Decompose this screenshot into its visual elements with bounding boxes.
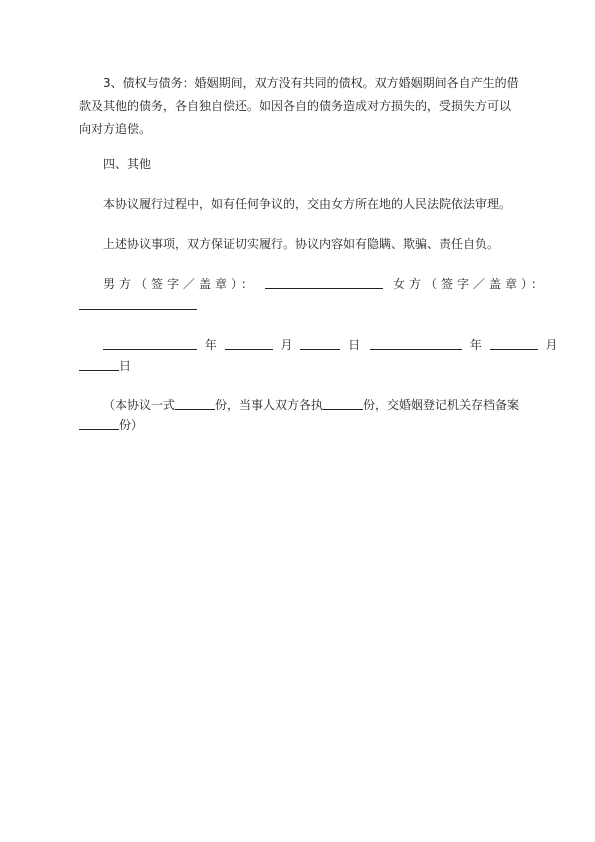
- copies-note-part3: 份，交婚姻登记机关存档备案: [363, 398, 520, 412]
- dispute-clause: 本协议履行过程中，如有任何争议的，交由女方所在地的人民法院依法审理。: [103, 197, 512, 211]
- party-copies-blank[interactable]: [323, 397, 363, 410]
- copies-note-part4: 份）: [119, 418, 144, 432]
- copies-note: [103, 397, 519, 413]
- registry-copies-blank[interactable]: [79, 417, 119, 430]
- section-heading: 四、其他: [103, 157, 152, 171]
- female-signature-blank[interactable]: [79, 297, 197, 310]
- female-day-blank[interactable]: [79, 358, 119, 371]
- female-year-blank[interactable]: [370, 337, 462, 350]
- male-year-blank[interactable]: [103, 337, 197, 350]
- day-label: 日: [119, 359, 132, 373]
- male-signature-blank[interactable]: [265, 276, 383, 289]
- month-label: 月: [280, 338, 293, 352]
- year-label: 年: [204, 338, 217, 352]
- year-label: 年: [469, 338, 482, 352]
- male-month-blank[interactable]: [225, 337, 273, 350]
- guarantee-clause: 上述协议事项，双方保证切实履行。协议内容如有隐瞒、欺骗、责任自负。: [103, 237, 500, 251]
- female-signature-label: 女方（签字／盖章）：: [393, 277, 548, 291]
- male-day-blank[interactable]: [300, 337, 340, 350]
- date-line-continued: [79, 358, 131, 374]
- male-signature-label: 男方（签字／盖章）：: [103, 277, 258, 291]
- copies-note-part2: 份，当事人双方各执: [215, 398, 324, 412]
- female-month-blank[interactable]: [490, 337, 538, 350]
- total-copies-blank[interactable]: [175, 397, 215, 410]
- date-line: [103, 337, 558, 353]
- signature-line-continued: [79, 297, 197, 313]
- debt-clause: 3、债权与债务：婚姻期间，双方没有共同的债权。双方婚姻期间各自产生的借款及其他的债务，各自独自偿还。如因各自的债务造成对方损失的，受损失方可以向对方追偿。: [79, 76, 519, 136]
- signature-line: [103, 276, 547, 292]
- day-label: 日: [348, 338, 361, 352]
- copies-note-part1: （本协议一式: [103, 398, 176, 412]
- copies-note-continued: [79, 417, 143, 433]
- month-label: 月: [545, 338, 558, 352]
